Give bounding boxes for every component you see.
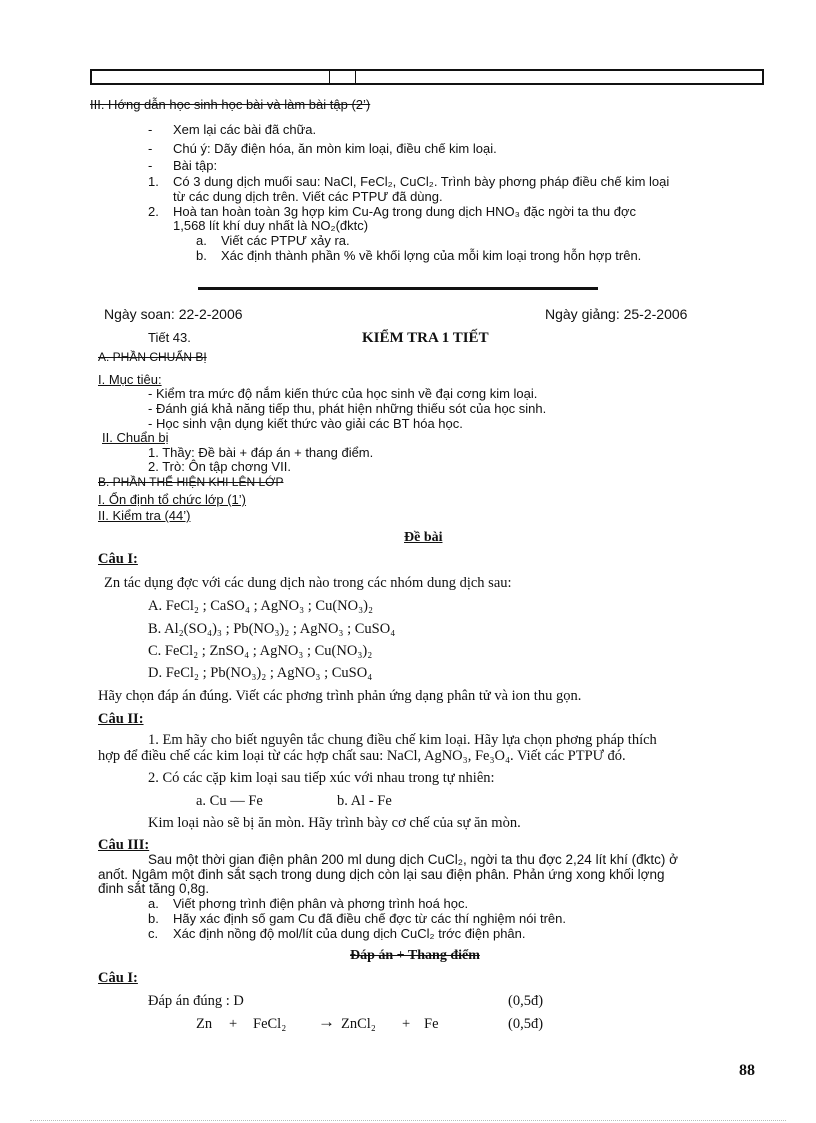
kiem-tra: II. Kiểm tra (44’) (98, 508, 191, 523)
exercise-1-line-1: Có 3 dung dịch muối sau: NaCl, FeCl₂, CuCl₂. Trình bày phơng pháp điều chế kim loại (173, 174, 670, 189)
de-bai-heading: Đề bài (404, 530, 443, 545)
on-dinh: I. Ổn định tổ chức lớp (1’) (98, 492, 247, 507)
equation-plus: + (229, 1016, 238, 1032)
bullet-item: Xem lại các bài đã chữa. (173, 122, 317, 137)
table-divider (329, 71, 330, 83)
subitem-marker: b. (196, 248, 207, 263)
goal-item: - Kiểm tra mức độ nắm kiến thức của học sinh về đại cơng kim loại. (148, 386, 538, 401)
cau-1-question: Zn tác dụng đợc với các dung dịch nào trong các nhóm dung dịch sau: (104, 575, 512, 591)
bullet-item: Bài tập: (173, 158, 218, 173)
bullet-dash: - (148, 158, 153, 173)
exercise-1-line-2: từ các dung dịch trên. Viết các PTPƯ đã dùng. (173, 189, 443, 204)
footer-dotted-line (30, 1120, 786, 1121)
tiet-number: Tiết 43. (148, 330, 191, 345)
cau-1-label: Câu I: (98, 551, 138, 567)
section-a-heading: A. PHẦN CHUẨN BỊ (98, 350, 207, 364)
ngay-giang: Ngày giảng: 25-2-2006 (545, 306, 688, 322)
cau-1-option-a: A. FeCl₂ ; CaSO₄ ; AgNO₃ ; Cu(NO₃)₂ (148, 598, 374, 614)
goal-item: - Đánh giá khả năng tiếp thu, phát hiện những thiếu sót của học sinh. (148, 401, 547, 416)
cau-3-item: Viết phơng trình điện phân và phơng trình hoá học. (173, 896, 469, 911)
exercise-2-b: Xác định thành phần % về khối lợng của mỗi kim loại trong hỗn hợp trên. (221, 248, 642, 263)
cau-3-line-3: đinh sắt tăng 0,8g. (98, 881, 210, 896)
cau-2-pair-a: a. Cu — Fe (196, 793, 263, 809)
ngay-soan: Ngày soan: 22-2-2006 (104, 306, 243, 322)
page-number: 88 (739, 1062, 755, 1079)
prep-item: 2. Trò: Ôn tập chơng VII. (148, 459, 291, 474)
cau-2-p3: Kim loại nào sẽ bị ăn mòn. Hãy trình bày cơ chế của sự ăn mòn. (148, 815, 521, 831)
cau-2-p1-line-2: hợp để điều chế các kim loại từ các hợp chất sau: NaCl, AgNO₃, Fe₃O₄. Viết các PTPƯ đó. (98, 748, 626, 764)
answer-score: (0,5đ) (508, 993, 544, 1009)
muc-tieu-heading: I. Mục tiêu: (98, 372, 162, 387)
cau-3-label: Câu III: (98, 837, 150, 853)
cau-2-pair-b: b. Al - Fe (337, 793, 392, 809)
top-table-border (90, 69, 764, 85)
equation-plus: + (402, 1016, 411, 1032)
cau-3-item: Xác định nồng độ mol/lít của dung dịch CuCl₂ trớc điện phân. (173, 926, 526, 941)
prep-item: 1. Thầy: Đề bài + đáp án + thang điểm. (148, 445, 374, 460)
subitem-marker: b. (148, 911, 159, 926)
equation-score: (0,5đ) (508, 1016, 544, 1032)
bullet-item: Chú ý: Dãy điện hóa, ăn mòn kim loại, điều chế kim loại. (173, 141, 497, 156)
page-title: KIỂM TRA 1 TIẾT (362, 330, 489, 346)
equation-fe: Fe (424, 1016, 439, 1032)
equation-fecl2: FeCl₂ (253, 1016, 287, 1032)
exercise-2-line-2: 1,568 lít khí duy nhất là NO₂(đktc) (173, 218, 369, 233)
cau-1-option-c: C. FeCl₂ ; ZnSO₄ ; AgNO₃ ; Cu(NO₃)₂ (148, 643, 373, 659)
exercise-2-a: Viết các PTPƯ xảy ra. (221, 233, 350, 248)
cau-3-item: Hãy xác định số gam Cu đã điều chế đợc từ các thí nghiệm nói trên. (173, 911, 566, 926)
goal-item: - Học sinh vận dụng kiết thức vào giải các BT hóa học. (148, 416, 463, 431)
cau-1-option-d: D. FeCl₂ ; Pb(NO₃)₂ ; AgNO₃ ; CuSO₄ (148, 665, 373, 681)
section-iii-heading: III. Hớng dẫn học sinh học bài và làm bài tập (2’) (90, 97, 371, 112)
answers-heading: Đáp án + Thang điểm (350, 948, 480, 963)
table-divider (355, 71, 356, 83)
answer-text: Đáp án đúng : D (148, 993, 244, 1009)
exercise-number: 2. (148, 204, 159, 219)
subitem-marker: a. (148, 896, 159, 911)
reaction-arrow-icon: → (318, 1012, 335, 1031)
section-divider (198, 287, 598, 290)
cau-2-p1-line-1: 1. Em hãy cho biết nguyên tắc chung điều chế kim loại. Hãy lựa chọn phơng pháp thích (148, 732, 657, 748)
cau-3-line-2: anốt. Ngâm một đinh sắt sạch trong dung dịch còn lại sau điện phân. Phản ứng xong khối lợng (98, 867, 665, 882)
exercise-2-line-1: Hoà tan hoàn toàn 3g hợp kim Cu-Ag trong dung dịch HNO₃ đặc ngời ta thu đợc (173, 204, 637, 219)
bullet-dash: - (148, 141, 153, 156)
cau-3-line-1: Sau một thời gian điện phân 200 ml dung dịch CuCl₂, ngời ta thu đợc 2,24 lít khí (đktc) ở (148, 852, 678, 867)
section-b-heading: B. PHẦN THỂ HIỆN KHI LÊN LỚP (98, 475, 284, 489)
bullet-dash: - (148, 122, 153, 137)
equation-zn: Zn (196, 1016, 213, 1032)
cau-2-label: Câu II: (98, 711, 144, 727)
equation-zncl2: ZnCl₂ (341, 1016, 376, 1032)
cau-1-instruction: Hãy chọn đáp án đúng. Viết các phơng trình phản ứng dạng phân tử và ion thu gọn. (98, 688, 582, 704)
cau-1-option-b: B. Al₂(SO₄)₃ ; Pb(NO₃)₂ ; AgNO₃ ; CuSO₄ (148, 621, 396, 637)
subitem-marker: c. (148, 926, 159, 941)
subitem-marker: a. (196, 233, 207, 248)
exercise-number: 1. (148, 174, 159, 189)
cau-2-p2: 2. Có các cặp kim loại sau tiếp xúc với nhau trong tự nhiên: (148, 770, 495, 786)
answers-cau-1-label: Câu I: (98, 970, 138, 986)
chuan-bi-heading: II. Chuẩn bị (102, 430, 169, 445)
